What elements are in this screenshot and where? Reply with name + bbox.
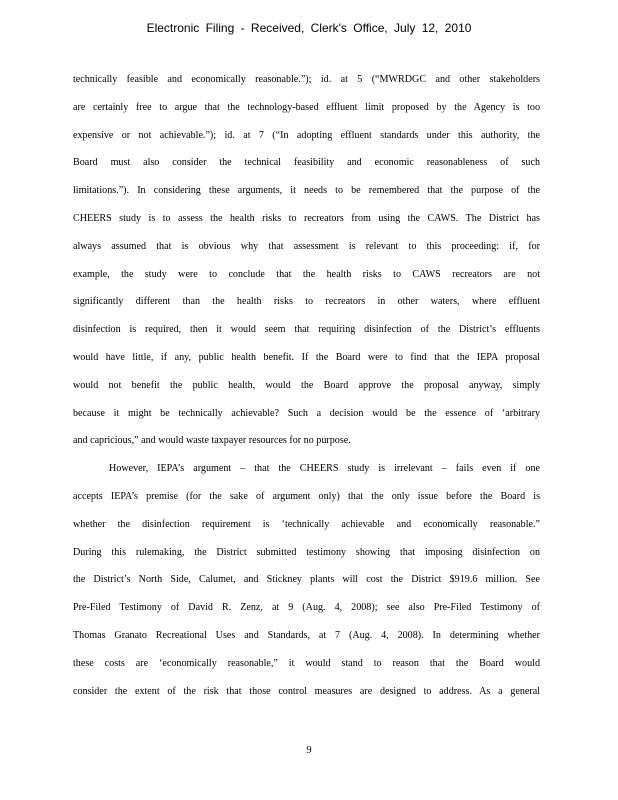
page-number: 9	[306, 745, 312, 756]
text-line: Board must also consider the technical feasibility and economic reasonableness of such	[73, 157, 540, 169]
filing-stamp-header: Electronic Filing - Received, Clerk's Office, July 12, 2010	[146, 21, 472, 35]
text-line: significantly different than the health risks to recreators in other waters, where effluent	[73, 296, 540, 308]
paragraph-start-line: However, IEPA’s argument – that the CHEERS study is irrelevant – fails even if one	[109, 463, 540, 475]
text-line: disinfection is required, then it would seem that requiring disinfection of the District’s effluents	[73, 324, 540, 336]
text-line: CHEERS study is to assess the health risks to recreators from using the CAWS. The District has	[73, 212, 540, 224]
text-line: Thomas Granato Recreational Uses and Standards, at 7 (Aug. 4, 2008). In determining whether	[73, 629, 540, 641]
text-line: would not benefit the public health, would the Board approve the proposal anyway, simply	[73, 379, 540, 391]
paragraph-end-line: and capricious,” and would waste taxpayer resources for no purpose.	[73, 435, 351, 447]
text-line: During this rulemaking, the District submitted testimony showing that imposing disinfection on	[73, 546, 540, 558]
text-line: because it might be technically achievable? Such a decision would be the essence of ‘arbitrary	[73, 407, 540, 419]
text-line: the District’s North Side, Calumet, and Stickney plants will cost the District $919.6 million. See	[73, 574, 540, 586]
brief-body-text	[73, 70, 540, 709]
text-line: whether the disinfection requirement is ‘technically achievable and economically reasonable.”	[73, 518, 540, 530]
text-line: are certainly free to argue that the technology-based effluent limit proposed by the Agency is too	[73, 101, 540, 113]
text-line: example, the study were to conclude that the health risks to CAWS recreators are not	[73, 268, 540, 280]
text-line: Pre-Filed Testimony of David R. Zenz, at 9 (Aug. 4, 2008); see also Pre-Filed Testimony of	[73, 602, 540, 614]
text-line: expensive or not achievable.”); id. at 7 (“In adopting effluent standards under this authority, the	[73, 129, 540, 141]
text-line: limitations.”). In considering these arguments, it needs to be remembered that the purpose of the	[73, 185, 540, 197]
text-line: technically feasible and economically reasonable.”); id. at 5 (“MWRDGC and other stakeholders	[73, 74, 540, 85]
text-line: would have little, if any, public health benefit. If the Board were to find that the IEPA proposal	[73, 351, 540, 363]
text-line: consider the extent of the risk that those control measures are designed to address. As a general	[73, 685, 540, 697]
text-line: accepts IEPA’s premise (for the sake of argument only) that the only issue before the Board is	[73, 490, 540, 502]
text-line: these costs are ‘economically reasonable,” it would stand to reason that the Board would	[73, 657, 540, 669]
text-line: always assumed that is obvious why that assessment is relevant to this proceeding: if, for	[73, 240, 540, 252]
